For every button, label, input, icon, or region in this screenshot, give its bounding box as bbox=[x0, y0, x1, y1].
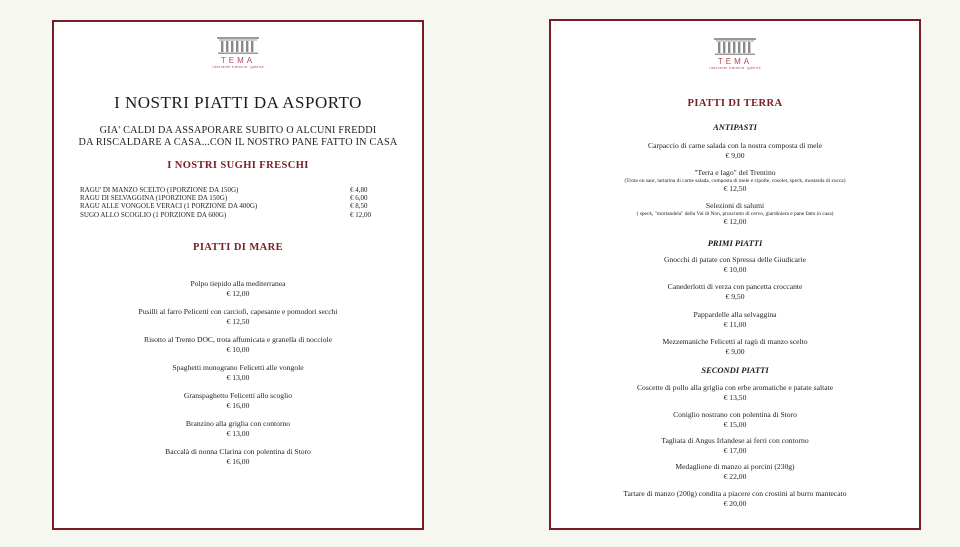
logo-tagline: ristorante trattoria ·galeria bbox=[212, 65, 264, 69]
dish-item bbox=[54, 391, 422, 410]
dish-price: € 17,00 bbox=[723, 445, 747, 455]
dish-name: Risotto al Trento DOC, trota affumicata e granella di nocciole bbox=[144, 335, 332, 344]
dish-name: Granspaghetto Felicetti allo scoglio bbox=[183, 391, 293, 400]
dish-description: ( speck, "mortandela" della Val di Non, prosciutto di cervo, giardiniera e pane fatto in casa) bbox=[636, 210, 834, 217]
dish-price: € 10,00 bbox=[723, 264, 747, 274]
logo-name: TEMA bbox=[220, 56, 256, 65]
dish-name: Selezioni di salumi bbox=[705, 201, 765, 210]
section-title-sea: PIATTI DI MARE bbox=[193, 242, 283, 253]
restaurant-logo bbox=[54, 36, 422, 69]
list-item bbox=[80, 202, 390, 210]
sauce-price: € 8,50 bbox=[350, 202, 368, 211]
dish-price: € 9,00 bbox=[725, 346, 745, 356]
dish-price: € 12,00 bbox=[226, 288, 250, 298]
dish-name: Medaglione di manzo ai porcini (230g) bbox=[675, 462, 795, 471]
dish-price: € 13,50 bbox=[723, 392, 747, 402]
dish-item bbox=[54, 447, 422, 466]
dish-name: Mezzemaniche Felicetti al ragù di manzo scelto bbox=[662, 337, 808, 346]
dish-name: Pappardelle alla selvaggina bbox=[693, 310, 777, 319]
dish-price: € 9,00 bbox=[725, 150, 745, 160]
restaurant-logo bbox=[551, 37, 919, 70]
dish-item bbox=[551, 410, 919, 429]
dish-item bbox=[551, 489, 919, 508]
sauce-name: RAGU' DI MANZO SCELTO (1PORZIONE DA 150G) bbox=[80, 186, 239, 194]
dish-name: Spaghetti monograno Felicetti alle vongole bbox=[172, 363, 304, 372]
dish-item bbox=[551, 310, 919, 329]
dish-price: € 13,00 bbox=[226, 372, 250, 382]
temple-logo-icon bbox=[712, 37, 758, 57]
dish-item bbox=[551, 255, 919, 274]
list-item bbox=[80, 186, 390, 194]
menu-page-asporto bbox=[52, 20, 424, 530]
temple-logo-icon bbox=[215, 36, 261, 56]
sauce-price: € 6,00 bbox=[350, 194, 368, 203]
dish-item bbox=[54, 335, 422, 354]
dish-name: Branzino alla griglia con contorno bbox=[185, 419, 291, 428]
page-title: PIATTI DI TERRA bbox=[687, 98, 783, 109]
section-title-secondi: SECONDI PIATTI bbox=[701, 365, 769, 375]
dish-name: Gnocchi di patate con Spressa delle Giudicarie bbox=[663, 255, 807, 264]
dish-item bbox=[551, 462, 919, 481]
dish-item bbox=[54, 363, 422, 382]
sauces-list bbox=[80, 186, 390, 219]
dish-description: (Trota on saor, tartarina di carne salada, composta di mele e cipolle, cosolet, speck, mostarda di zucca) bbox=[624, 177, 846, 184]
intro-line-2: DA RISCALDARE A CASA...CON IL NOSTRO PANE FATTO IN CASA bbox=[78, 137, 398, 148]
dish-price: € 22,00 bbox=[723, 471, 747, 481]
dish-name: Tagliata di Angus Irlandese ai ferri con contorno bbox=[661, 436, 809, 445]
dish-price: € 16,00 bbox=[226, 456, 250, 466]
menu-page-terra bbox=[549, 19, 921, 530]
section-title-sauces: I NOSTRI SUGHI FRESCHI bbox=[167, 160, 309, 171]
dish-price: € 11,00 bbox=[723, 319, 747, 329]
sauce-name: RAGU DI SELVAGGINA (1PORZIONE DA 150G) bbox=[80, 194, 228, 203]
dish-item bbox=[54, 279, 422, 298]
dish-price: € 15,00 bbox=[723, 419, 747, 429]
dish-name: Coniglio nostrano con polentina di Storo bbox=[673, 410, 797, 419]
logo-tagline: ristorante trattoria ·galeria bbox=[709, 66, 761, 70]
dish-item bbox=[551, 436, 919, 455]
section-title-antipasti: ANTIPASTI bbox=[713, 122, 757, 132]
list-item bbox=[80, 211, 390, 219]
dish-name: Canederlotti di verza con pancetta croccante bbox=[667, 282, 803, 291]
intro-line-1: GIA' CALDI DA ASSAPORARE SUBITO O ALCUNI FREDDI bbox=[99, 125, 377, 136]
dish-name: Tartare di manzo (200g) condita a piacere con crostini al burro mantecato bbox=[623, 489, 847, 498]
dish-item bbox=[54, 307, 422, 326]
dish-item bbox=[551, 168, 919, 194]
dish-price: € 12,50 bbox=[723, 184, 747, 193]
page-title: I NOSTRI PIATTI DA ASPORTO bbox=[114, 93, 362, 112]
dish-price: € 12,50 bbox=[226, 316, 250, 326]
dish-name: Carpaccio di carne salada con la nostra composta di mele bbox=[648, 141, 822, 150]
dish-item bbox=[551, 282, 919, 301]
dish-item bbox=[551, 201, 919, 227]
dish-price: € 13,00 bbox=[226, 428, 250, 438]
sauce-price: € 4,80 bbox=[350, 186, 368, 194]
list-item bbox=[80, 194, 390, 202]
dish-price: € 12,00 bbox=[723, 217, 747, 226]
sauce-name: SUGO ALLO SCOGLIO (1 PORZIONE DA 600G) bbox=[80, 210, 227, 219]
sauce-price: € 12,00 bbox=[350, 210, 371, 219]
dish-name: Baccalà di nonna Clarina con polentina di Storo bbox=[165, 447, 311, 456]
dish-item bbox=[551, 383, 919, 402]
logo-name: TEMA bbox=[717, 57, 753, 66]
dish-item bbox=[551, 337, 919, 356]
dish-price: € 16,00 bbox=[226, 400, 250, 410]
dish-name: "Terra e lago" del Trentino bbox=[694, 168, 776, 177]
section-title-primi: PRIMI PIATTI bbox=[707, 238, 763, 248]
dish-price: € 10,00 bbox=[226, 344, 250, 354]
dish-name: Coscette di pollo alla griglia con erbe aromatiche e patate saltate bbox=[636, 383, 834, 392]
dish-item bbox=[54, 419, 422, 438]
dish-name: Pusilli al farro Pelicetti con carciofi, capesante e pomodori secchi bbox=[138, 307, 338, 316]
dish-name: Polpo tiepido alla mediterranea bbox=[190, 279, 286, 288]
dish-price: € 20,00 bbox=[723, 498, 747, 508]
dish-price: € 9,50 bbox=[725, 291, 745, 301]
dish-item bbox=[551, 141, 919, 160]
sauce-name: RAGU ALLE VONGOLE VERACI (1 PORZIONE DA 400G) bbox=[80, 202, 258, 211]
